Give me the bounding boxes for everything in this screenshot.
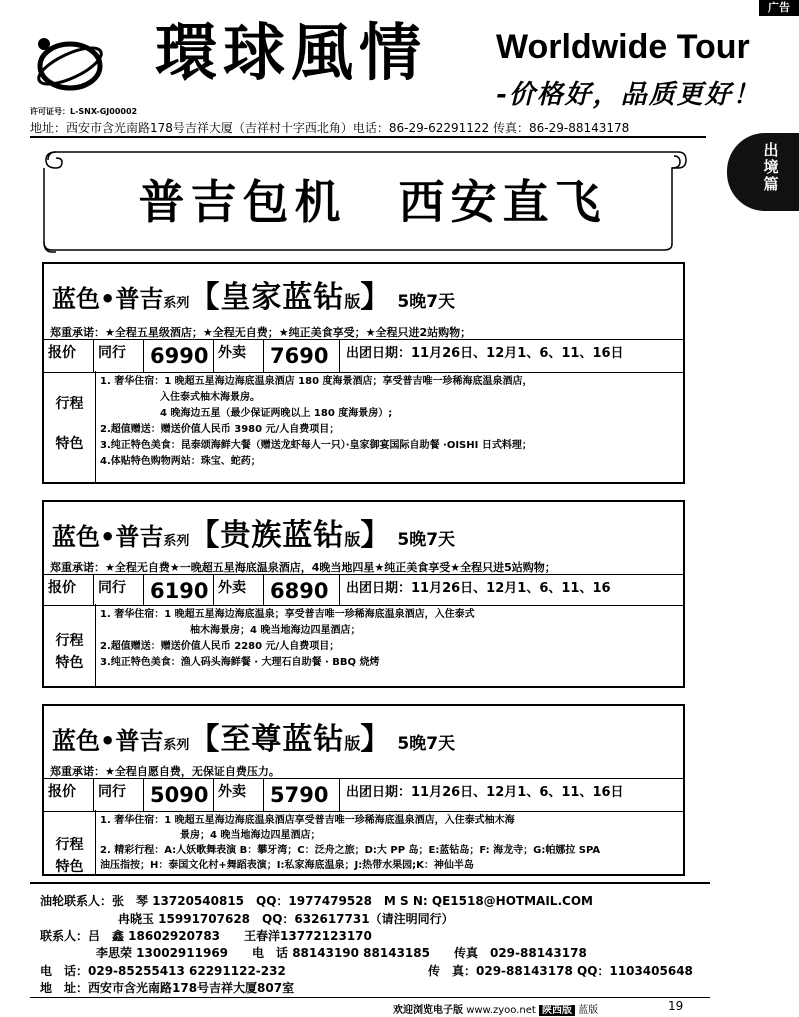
- contact-line: 李思荣 13002911969 电 话 88143190 88143185 传真 029-88143178: [96, 946, 587, 960]
- divider: [30, 136, 706, 138]
- footer-welcome: 欢迎浏览电子版: [393, 1005, 463, 1016]
- itinerary: [44, 810, 683, 874]
- itinerary-label-line: 特色: [55, 655, 84, 671]
- license-number: 许可证号：L-SNX-GJ00002: [30, 107, 138, 116]
- package-bracket: 】: [360, 722, 392, 757]
- package-title: [52, 714, 455, 758]
- peer-price: 5090: [144, 779, 214, 811]
- departure-dates: 出团日期：11月26日、12月1、6、11、16日: [346, 785, 624, 800]
- package-bracket: 】: [360, 280, 392, 315]
- itinerary-label: [44, 604, 96, 686]
- package-series: 系列: [163, 738, 190, 753]
- package-title: [52, 272, 455, 316]
- package-promise: 郑重承诺：★全程自愿自费，无保证自费压力。: [50, 765, 280, 778]
- retail-label: 外卖: [214, 575, 264, 605]
- package-bracket: 【: [189, 722, 221, 757]
- itinerary-line: 2.超值赠送：赠送价值人民币 3980 元/人自费项目；: [100, 424, 340, 435]
- slogan: -价格好，品质更好！: [496, 80, 761, 110]
- contact-line: 油轮联系人：张 琴 13720540815 QQ：1977479528 M S N: QE1518@HOTMAIL.COM: [40, 894, 593, 908]
- footer-region: 陕西版: [539, 1005, 575, 1016]
- package-title: [52, 510, 455, 554]
- itinerary-label: [44, 371, 96, 482]
- itinerary-label-line: 行程: [55, 633, 84, 649]
- package-name: 至尊蓝钻: [220, 722, 345, 757]
- contact-line: 电 话：029-85255413 62291122-232: [40, 964, 286, 978]
- price-row: [44, 339, 683, 373]
- retail-price: 7690: [264, 340, 340, 372]
- itinerary-line: 1. 奢华住宿：1 晚超五星海边海底温泉；享受普吉唯一珍稀海底温泉酒店，入住泰式: [100, 609, 475, 620]
- price-label: 报价: [44, 340, 94, 372]
- price-label: 报价: [44, 779, 94, 811]
- itinerary-label-line: 行程: [55, 396, 84, 412]
- peer-label: 同行: [94, 575, 144, 605]
- itinerary: [44, 371, 683, 482]
- itinerary-lines: [100, 607, 679, 671]
- itinerary-line: 1. 奢华住宿：1 晚超五星海边海底温泉酒店享受普吉唯一珍稀海底温泉酒店，入住泰式柚木海: [100, 815, 515, 826]
- package-card: [42, 262, 685, 484]
- itinerary-line: 入住泰式柚木海景房。: [100, 392, 260, 403]
- departure-dates: 出团日期：11月26日、12月1、6、11、16日: [346, 346, 624, 361]
- brand-name-en: Worldwide Tour: [496, 28, 750, 66]
- itinerary-line: 4.体贴特色购物两站：珠宝、蛇药；: [100, 456, 261, 467]
- contact-line: 地 址：西安市含光南路178号吉祥大厦807室: [40, 981, 295, 995]
- itinerary-line: 油压指按；H：泰国文化村+舞蹈表演；I:私家海底温泉；J:热带水果园;K：神仙半岛: [100, 860, 474, 871]
- package-promise: 郑重承诺：★全程五星级酒店；★全程无自费；★纯正美食享受；★全程只进2站购物；: [50, 326, 472, 339]
- divider: [30, 997, 710, 998]
- package-series: 系列: [163, 296, 190, 311]
- itinerary-line: 4 晚海边五星（最少保证两晚以上 180 度海景房）;: [100, 408, 393, 419]
- itinerary-lines: [100, 374, 679, 470]
- retail-price: 5790: [264, 779, 340, 811]
- company-address: 地址：西安市含光南路178号吉祥大厦（吉祥村十字西北角）电话：86-29-62291122 传真：86-29-88143178: [30, 121, 630, 135]
- package-duration: 5晚7天: [397, 530, 456, 550]
- price-row: [44, 778, 683, 812]
- itinerary-lines: [100, 813, 679, 873]
- package-version: 版: [344, 292, 361, 311]
- divider: [30, 882, 710, 884]
- retail-label: 外卖: [214, 779, 264, 811]
- itinerary-line: 景房；4 晚当地海边四星酒店；: [100, 830, 321, 841]
- package-name: 皇家蓝钻: [220, 280, 345, 315]
- banner-title: 普吉包机 西安直飞: [138, 175, 607, 229]
- itinerary-line: 3.纯正特色美食：昆泰颂海鲜大餐（赠送龙虾每人一只）·皇家御宴国际自助餐 ·OISHI 日式料理；: [100, 440, 532, 451]
- package-bracket: 】: [360, 518, 392, 553]
- itinerary-label-line: 特色: [55, 859, 84, 875]
- price-label: 报价: [44, 575, 94, 605]
- ad-tag: 广告: [759, 0, 799, 16]
- itinerary-line: 1. 奢华住宿：1 晚超五星海边海底温泉酒店 180 度海景酒店；享受普吉唯一珍稀海底温泉酒店，: [100, 376, 533, 387]
- section-tab-char: 境: [763, 158, 779, 176]
- package-bracket: 【: [189, 518, 221, 553]
- package-series: 系列: [163, 534, 190, 549]
- footer-site-link[interactable]: www.zyoo.net: [466, 1005, 536, 1016]
- package-version: 版: [344, 734, 361, 753]
- itinerary: [44, 604, 683, 686]
- package-duration: 5晚7天: [397, 734, 456, 754]
- package-card: [42, 704, 685, 876]
- package-promise: 郑重承诺：★全程无自费★一晚超五星海底温泉酒店，4晚当地四星★纯正美食享受★全程只进5站购物；: [50, 561, 556, 574]
- package-card: [42, 500, 685, 688]
- section-tab-char: 篇: [763, 175, 779, 193]
- itinerary-label: [44, 810, 96, 874]
- itinerary-label-line: 特色: [55, 436, 84, 452]
- itinerary-line: 柚木海景房；4 晚当地海边四星酒店；: [100, 625, 361, 636]
- peer-label: 同行: [94, 779, 144, 811]
- page-number: 19: [668, 999, 684, 1013]
- package-line: 蓝色•普吉: [52, 727, 164, 755]
- peer-price: 6190: [144, 575, 214, 605]
- package-bracket: 【: [189, 280, 221, 315]
- contact-line: 传 真：029-88143178 QQ：1103405648: [428, 964, 693, 978]
- itinerary-line: 2. 精彩行程：A:人妖歌舞表演 B：攀牙湾；C：泛舟之旅；D:大 PP 岛；E:蓝钻岛；F: 海龙寺；G:帕娜拉 SPA: [100, 845, 601, 856]
- package-version: 版: [344, 530, 361, 549]
- footer-edition: 蓝版: [578, 1005, 599, 1016]
- contact-line: 冉晓玉 15991707628 QQ：632617731（请注明同行）: [118, 912, 454, 926]
- departure-dates: 出团日期：11月26日、12月1、6、11、16: [346, 581, 611, 596]
- itinerary-line: 2.超值赠送：赠送价值人民币 2280 元/人自费项目；: [100, 641, 340, 652]
- package-line: 蓝色•普吉: [52, 523, 164, 551]
- brand-name: 環球風情: [155, 16, 428, 89]
- retail-price: 6890: [264, 575, 340, 605]
- peer-price: 6990: [144, 340, 214, 372]
- price-row: [44, 574, 683, 606]
- globe-logo-icon: [30, 32, 106, 94]
- peer-label: 同行: [94, 340, 144, 372]
- section-tab-char: 出: [763, 141, 779, 159]
- itinerary-line: 3.纯正特色美食：渔人码头海鲜餐 · 大理石自助餐 · BBQ 烧烤: [100, 657, 380, 668]
- package-name: 贵族蓝钻: [220, 518, 345, 553]
- package-line: 蓝色•普吉: [52, 285, 164, 313]
- retail-label: 外卖: [214, 340, 264, 372]
- itinerary-label-line: 行程: [55, 837, 84, 853]
- contact-line: 联系人：吕 鑫 18602920783 王春洋13772123170: [40, 929, 372, 943]
- footer: [393, 1001, 598, 1016]
- package-duration: 5晚7天: [397, 292, 456, 312]
